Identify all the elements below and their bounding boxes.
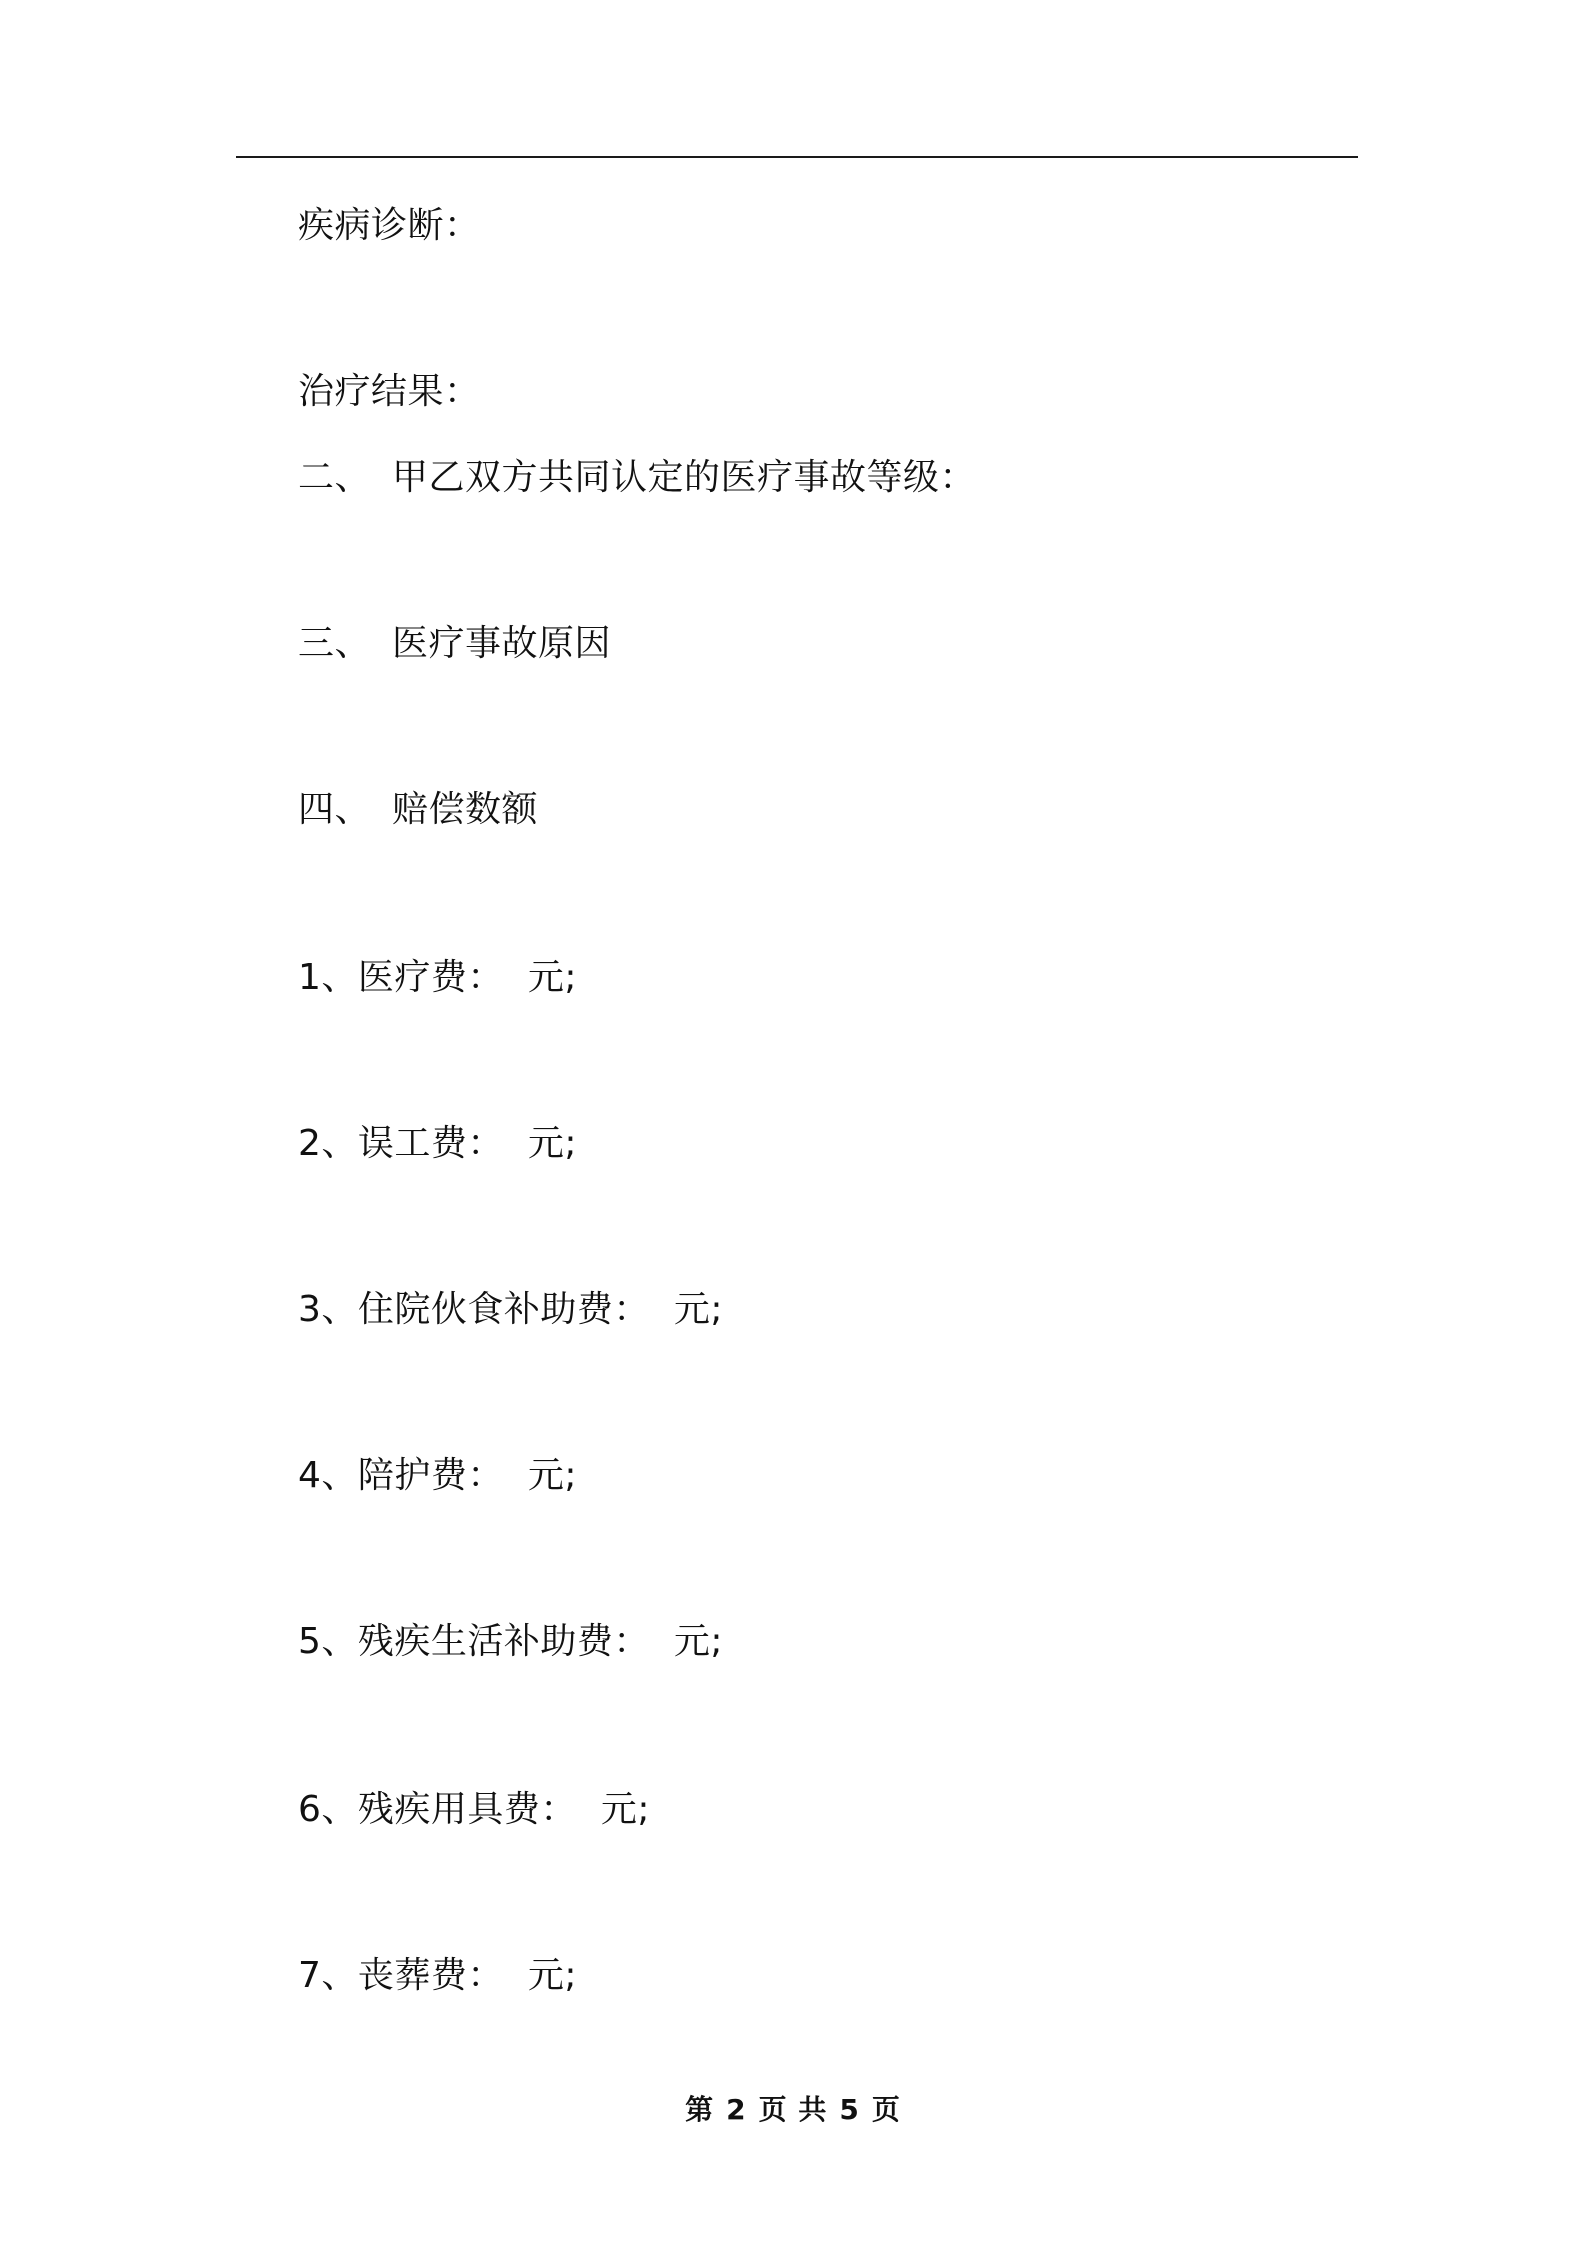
list-item (298, 1954, 577, 1998)
field-diagnosis: 疾病诊断： (298, 205, 481, 246)
section-4 (298, 788, 538, 832)
item-unit: 元; (527, 1455, 578, 1496)
item-number: 3、 (298, 1289, 358, 1330)
item-label: 丧葬费： (357, 1955, 504, 1996)
item-number: 5、 (298, 1621, 358, 1662)
footer-middle: 页 共 (758, 2093, 828, 2126)
item-unit: 元; (673, 1289, 724, 1330)
list-item (298, 1288, 723, 1332)
item-number: 6、 (298, 1789, 358, 1830)
item-number: 1、 (298, 957, 358, 998)
item-unit: 元; (527, 1123, 578, 1164)
footer-suffix: 页 (871, 2093, 901, 2126)
item-number: 7、 (298, 1955, 358, 1996)
item-label: 医疗费： (357, 957, 504, 998)
section-heading: 甲乙双方共同认定的医疗事故等级： (392, 457, 977, 498)
list-item (298, 1454, 577, 1498)
section-number: 三、 (298, 623, 372, 664)
item-label: 残疾生活补助费： (357, 1621, 650, 1662)
list-item (298, 956, 577, 1000)
field-result: 治疗结果： (298, 371, 481, 412)
current-page-number: 2 (726, 2093, 747, 2126)
section-number: 四、 (298, 789, 372, 830)
section-number: 二、 (298, 457, 372, 498)
item-unit: 元; (600, 1789, 651, 1830)
total-pages-number: 5 (839, 2093, 860, 2126)
section-heading: 赔偿数额 (392, 789, 539, 830)
item-number: 2、 (298, 1123, 358, 1164)
item-unit: 元; (527, 1955, 578, 1996)
header-rule (236, 156, 1358, 158)
section-heading: 医疗事故原因 (392, 623, 612, 664)
item-unit: 元; (673, 1621, 724, 1662)
item-label: 残疾用具费： (357, 1789, 577, 1830)
page-footer (0, 2092, 1586, 2128)
item-number: 4、 (298, 1455, 358, 1496)
section-3 (298, 622, 611, 666)
list-item (298, 1620, 723, 1664)
item-label: 误工费： (357, 1123, 504, 1164)
section-2 (298, 456, 976, 500)
list-item (298, 1122, 577, 1166)
list-item (298, 1788, 650, 1832)
item-label: 住院伙食补助费： (357, 1289, 650, 1330)
footer-prefix: 第 (685, 2093, 715, 2126)
item-unit: 元; (527, 957, 578, 998)
item-label: 陪护费： (357, 1455, 504, 1496)
